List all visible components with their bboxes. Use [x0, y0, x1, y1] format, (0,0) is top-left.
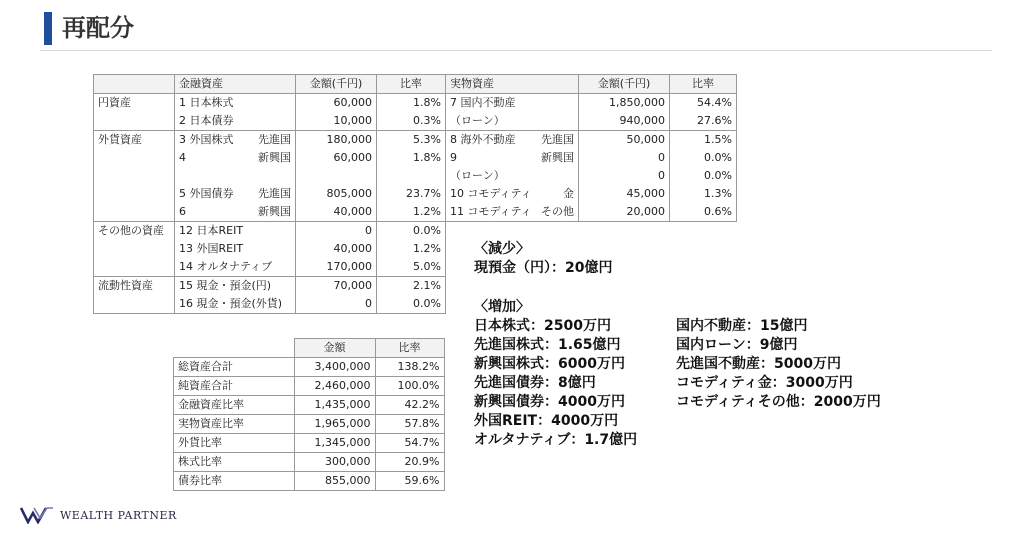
- category-cell: その他の資産: [94, 222, 175, 241]
- summary-table: [173, 338, 445, 491]
- increase-item: 新興国株式：6000万円: [474, 356, 625, 372]
- amount-cell: 70,000: [296, 277, 377, 296]
- header-cell: 金額(千円): [579, 75, 670, 94]
- amount-cell: 3,400,000: [294, 358, 375, 377]
- header-cell: 金融資産: [175, 75, 296, 94]
- table-row: [174, 377, 445, 396]
- amount-cell: 1,345,000: [294, 434, 375, 453]
- table-row: [94, 94, 737, 113]
- label-cell: 外貨比率: [174, 434, 295, 453]
- amount-cell: 1,435,000: [294, 396, 375, 415]
- amount-cell: 1,965,000: [294, 415, 375, 434]
- amount-cell: 45,000: [579, 185, 670, 203]
- asset-cell: 4 新興国: [175, 149, 296, 167]
- category-cell: [94, 258, 175, 277]
- category-cell: 円資産: [94, 94, 175, 113]
- asset-cell: （ローン）: [446, 167, 579, 185]
- decrease-heading: 〈減少〉: [474, 241, 530, 257]
- header-cell: [174, 339, 295, 358]
- ratio-cell: 42.2%: [375, 396, 444, 415]
- category-cell: [94, 240, 175, 258]
- amount-cell: 0: [579, 149, 670, 167]
- amount-cell: 50,000: [579, 131, 670, 150]
- category-cell: 外貨資産: [94, 131, 175, 150]
- label-cell: 実物資産比率: [174, 415, 295, 434]
- wealth-partner-logo: [20, 506, 177, 524]
- ratio-cell: 0.0%: [670, 167, 737, 185]
- ratio-cell: 54.4%: [670, 94, 737, 113]
- header-cell: 比率: [375, 339, 444, 358]
- amount-cell: 0: [579, 167, 670, 185]
- increase-item: 国内不動産：15億円: [676, 318, 808, 334]
- amount-cell: 805,000: [296, 185, 377, 203]
- label-cell: 金融資産比率: [174, 396, 295, 415]
- wealth-partner-w-icon: [20, 506, 54, 524]
- table-row: [174, 434, 445, 453]
- table-row: [94, 149, 737, 167]
- table-row: [94, 167, 737, 185]
- category-cell: [94, 295, 175, 314]
- allocation-table: [93, 74, 737, 314]
- increase-item: 国内ローン：9億円: [676, 337, 798, 353]
- ratio-cell: 5.3%: [377, 131, 446, 150]
- ratio-cell: 1.5%: [670, 131, 737, 150]
- amount-cell: 0: [296, 295, 377, 314]
- table-row: [94, 131, 737, 150]
- amount-cell: 40,000: [296, 203, 377, 222]
- amount-cell: 1,850,000: [579, 94, 670, 113]
- decrease-item: 現預金（円）：20億円: [474, 260, 613, 276]
- header-cell: 金額: [294, 339, 375, 358]
- amount-cell: 0: [296, 222, 377, 241]
- increase-item: オルタナティブ：1.7億円: [474, 432, 638, 448]
- header-cell: 比率: [377, 75, 446, 94]
- table-row: [94, 240, 737, 258]
- ratio-cell: 1.2%: [377, 240, 446, 258]
- asset-cell: 8 海外不動産 先進国: [446, 131, 579, 150]
- increase-item: 新興国債券：4000万円: [474, 394, 625, 410]
- header-cell: 比率: [670, 75, 737, 94]
- label-cell: 債券比率: [174, 472, 295, 491]
- asset-cell: 12 日本REIT: [175, 222, 296, 241]
- ratio-cell: 27.6%: [670, 112, 737, 131]
- amount-cell: 60,000: [296, 94, 377, 113]
- header-cell: [94, 75, 175, 94]
- table-row: [94, 112, 737, 131]
- table-row: [174, 453, 445, 472]
- title-accent-bar: [44, 12, 52, 45]
- category-cell: [94, 112, 175, 131]
- table-row: [94, 203, 737, 222]
- ratio-cell: 1.8%: [377, 94, 446, 113]
- increase-heading-block: [474, 298, 530, 317]
- asset-cell: 6 新興国: [175, 203, 296, 222]
- asset-cell: 3 外国株式 先進国: [175, 131, 296, 150]
- ratio-cell: 20.9%: [375, 453, 444, 472]
- label-cell: 総資産合計: [174, 358, 295, 377]
- increase-item: 先進国債券：8億円: [474, 375, 596, 391]
- category-cell: [94, 167, 175, 185]
- increase-item: 先進国株式：1.65億円: [474, 337, 621, 353]
- ratio-cell: 59.6%: [375, 472, 444, 491]
- asset-cell: 16 現金・預金(外貨): [175, 295, 296, 314]
- asset-cell: 11 コモディティ その他: [446, 203, 579, 222]
- asset-cell: 5 外国債券 先進国: [175, 185, 296, 203]
- amount-cell: 855,000: [294, 472, 375, 491]
- increase-item: 日本株式：2500万円: [474, 318, 611, 334]
- amount-cell: 2,460,000: [294, 377, 375, 396]
- header-cell: 金額(千円): [296, 75, 377, 94]
- table-row: [94, 258, 737, 277]
- asset-cell: 7 国内不動産: [446, 94, 579, 113]
- amount-cell: 300,000: [294, 453, 375, 472]
- table-row: [94, 277, 737, 296]
- ratio-cell: 0.0%: [377, 222, 446, 241]
- asset-cell: 2 日本債券: [175, 112, 296, 131]
- ratio-cell: 23.7%: [377, 185, 446, 203]
- table-row: [174, 415, 445, 434]
- ratio-cell: 54.7%: [375, 434, 444, 453]
- category-cell: [94, 149, 175, 167]
- table-row: [94, 222, 737, 241]
- table-row: [94, 185, 737, 203]
- label-cell: 純資産合計: [174, 377, 295, 396]
- ratio-cell: 138.2%: [375, 358, 444, 377]
- header-cell: 実物資産: [446, 75, 579, 94]
- increase-item: コモディティ金：3000万円: [676, 375, 853, 391]
- increase-item: コモディティその他：2000万円: [676, 394, 881, 410]
- ratio-cell: 0.0%: [377, 295, 446, 314]
- amount-cell: 940,000: [579, 112, 670, 131]
- ratio-cell: 1.3%: [670, 185, 737, 203]
- amount-cell: 40,000: [296, 240, 377, 258]
- category-cell: [94, 185, 175, 203]
- asset-cell: 15 現金・預金(円): [175, 277, 296, 296]
- label-cell: 株式比率: [174, 453, 295, 472]
- increase-heading: 〈増加〉: [474, 299, 530, 315]
- increase-notes-left: [474, 317, 637, 450]
- ratio-cell: 5.0%: [377, 258, 446, 277]
- asset-cell: 14 オルタナティブ: [175, 258, 296, 277]
- asset-cell: （ローン）: [446, 112, 579, 131]
- asset-cell: [175, 167, 296, 185]
- asset-cell: 10 コモディティ 金: [446, 185, 579, 203]
- asset-cell: 1 日本株式: [175, 94, 296, 113]
- category-cell: [94, 203, 175, 222]
- table-row: [94, 295, 737, 314]
- category-cell: 流動性資産: [94, 277, 175, 296]
- logo-text: WEALTH PARTNER: [60, 508, 177, 522]
- table-row: [174, 396, 445, 415]
- ratio-cell: 1.8%: [377, 149, 446, 167]
- title-divider: [40, 50, 992, 51]
- ratio-cell: 2.1%: [377, 277, 446, 296]
- ratio-cell: 0.0%: [670, 149, 737, 167]
- asset-cell: 9 新興国: [446, 149, 579, 167]
- amount-cell: 60,000: [296, 149, 377, 167]
- page-title: 再配分: [62, 14, 134, 42]
- table-row: [174, 358, 445, 377]
- increase-item: 外国REIT：4000万円: [474, 413, 619, 429]
- amount-cell: 180,000: [296, 131, 377, 150]
- amount-cell: [296, 167, 377, 185]
- ratio-cell: 0.3%: [377, 112, 446, 131]
- amount-cell: 20,000: [579, 203, 670, 222]
- increase-notes-right: [676, 317, 881, 412]
- ratio-cell: 57.8%: [375, 415, 444, 434]
- amount-cell: 170,000: [296, 258, 377, 277]
- ratio-cell: 1.2%: [377, 203, 446, 222]
- ratio-cell: [377, 167, 446, 185]
- ratio-cell: 100.0%: [375, 377, 444, 396]
- increase-item: 先進国不動産：5000万円: [676, 356, 841, 372]
- decrease-notes: [474, 240, 612, 278]
- table-row: [174, 472, 445, 491]
- ratio-cell: 0.6%: [670, 203, 737, 222]
- amount-cell: 10,000: [296, 112, 377, 131]
- asset-cell: 13 外国REIT: [175, 240, 296, 258]
